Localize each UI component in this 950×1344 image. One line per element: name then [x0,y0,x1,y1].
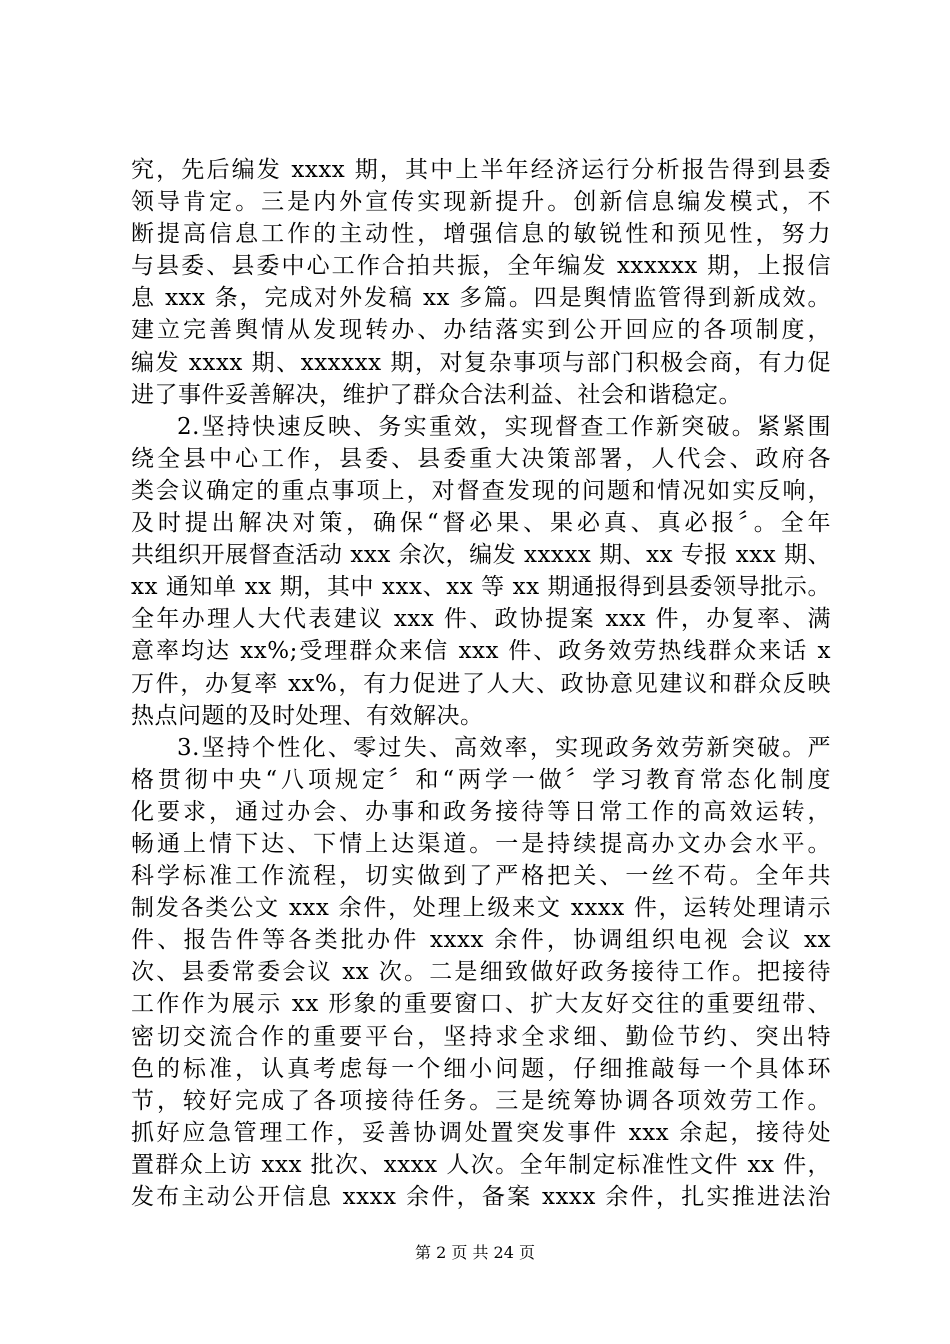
text-line: 抓好应急管理工作，妥善协调处置突发事件 xxx 余起，接待处 [131,1119,831,1146]
text-line: 及时提出解决对策，确保“督必果、果必真、真必报〞。全年 [131,510,831,537]
text-line: 化要求，通过办会、办事和政务接待等日常工作的高效运转， [131,798,831,825]
text-line: 热点问题的及时处理、有效解决。 [131,702,484,729]
text-line: 究，先后编发 xxxx 期，其中上半年经济运行分析报告得到县委 [131,157,831,183]
text-line: 领导肯定。三是内外宣传实现新提升。创新信息编发模式，不 [131,189,831,216]
text-line: 进了事件妥善解决，维护了群众合法利益、社会和谐稳定。 [131,381,742,408]
body-text [131,154,831,1213]
text-line: 格贯彻中央“八项规定〞和“两学一做〞学习教育常态化制度 [131,766,831,793]
text-line: xx 通知单 xx 期，其中 xxx、xx 等 xx 期通报得到县委领导批示。 [131,574,831,601]
text-line: 科学标准工作流程，切实做到了严格把关、一丝不苟。全年共 [131,863,831,890]
text-line: 色的标准，认真考虑每一个细小问题，仔细推敲每一个具体环 [131,1055,831,1082]
text-line: 共组织开展督查活动 xxx 余次，编发 xxxxx 期、xx 专报 xxx 期、 [131,542,831,569]
text-line: 建立完善舆情从发现转办、办结落实到公开回应的各项制度， [131,317,831,344]
text-line: 断提高信息工作的主动性，增强信息的敏锐性和预见性，努力 [131,221,831,248]
text-line: 意率均达 xx%;受理群众来信 xxx 件、政务效劳热线群众来话 x [131,638,831,665]
text-line: 编发 xxxx 期、xxxxxx 期，对复杂事项与部门积极会商，有力促 [131,349,831,376]
page-footer: 第 2 页 共 24 页 [415,1243,535,1262]
text-line: 发布主动公开信息 xxxx 余件，备案 xxxx 余件，扎实推进法治 [131,1184,831,1210]
text-line: 次、县委常委会议 xx 次。二是细致做好政务接待工作。把接待 [131,959,831,986]
text-line: 全年办理人大代表建议 xxx 件、政协提案 xxx 件，办复率、满 [131,606,831,633]
text-line: 制发各类公文 xxx 余件，处理上级来文 xxxx 件，运转处理请示 [131,895,831,922]
text-line: 置群众上访 xxx 批次、xxxx 人次。全年制定标准性文件 xx 件， [131,1151,831,1178]
text-line: 绕全县中心工作，县委、县委重大决策部署，人代会、政府各 [131,445,831,472]
paragraph-2-start: 2.坚持快速反映、务实重效，实现督查工作新突破。紧紧围 [177,413,831,440]
text-line: 万件，办复率 xx%，有力促进了人大、政协意见建议和群众反映 [131,670,831,697]
text-line: 类会议确定的重点事项上，对督查发现的问题和情况如实反响， [131,477,831,504]
text-line: 件、报告件等各类批办件 xxxx 余件，协调组织电视 会议 xx [131,927,831,954]
text-line: 畅通上情下达、下情上达渠道。一是持续提高办文办会水平。 [131,830,831,857]
text-line: 息 xxx 条，完成对外发稿 xx 多篇。四是舆情监管得到新成效。 [131,285,831,312]
text-line: 节，较好完成了各项接待任务。三是统筹协调各项效劳工作。 [131,1087,831,1114]
text-line: 工作作为展示 xx 形象的重要窗口、扩大友好交往的重要纽带、 [131,991,831,1018]
text-line: 密切交流合作的重要平台，坚持求全求细、勤俭节约、突出特 [131,1023,831,1050]
paragraph-3-start: 3.坚持个性化、零过失、高效率，实现政务效劳新突破。严 [177,734,831,761]
text-line: 与县委、县委中心工作合拍共振，全年编发 xxxxxx 期，上报信 [131,253,831,280]
